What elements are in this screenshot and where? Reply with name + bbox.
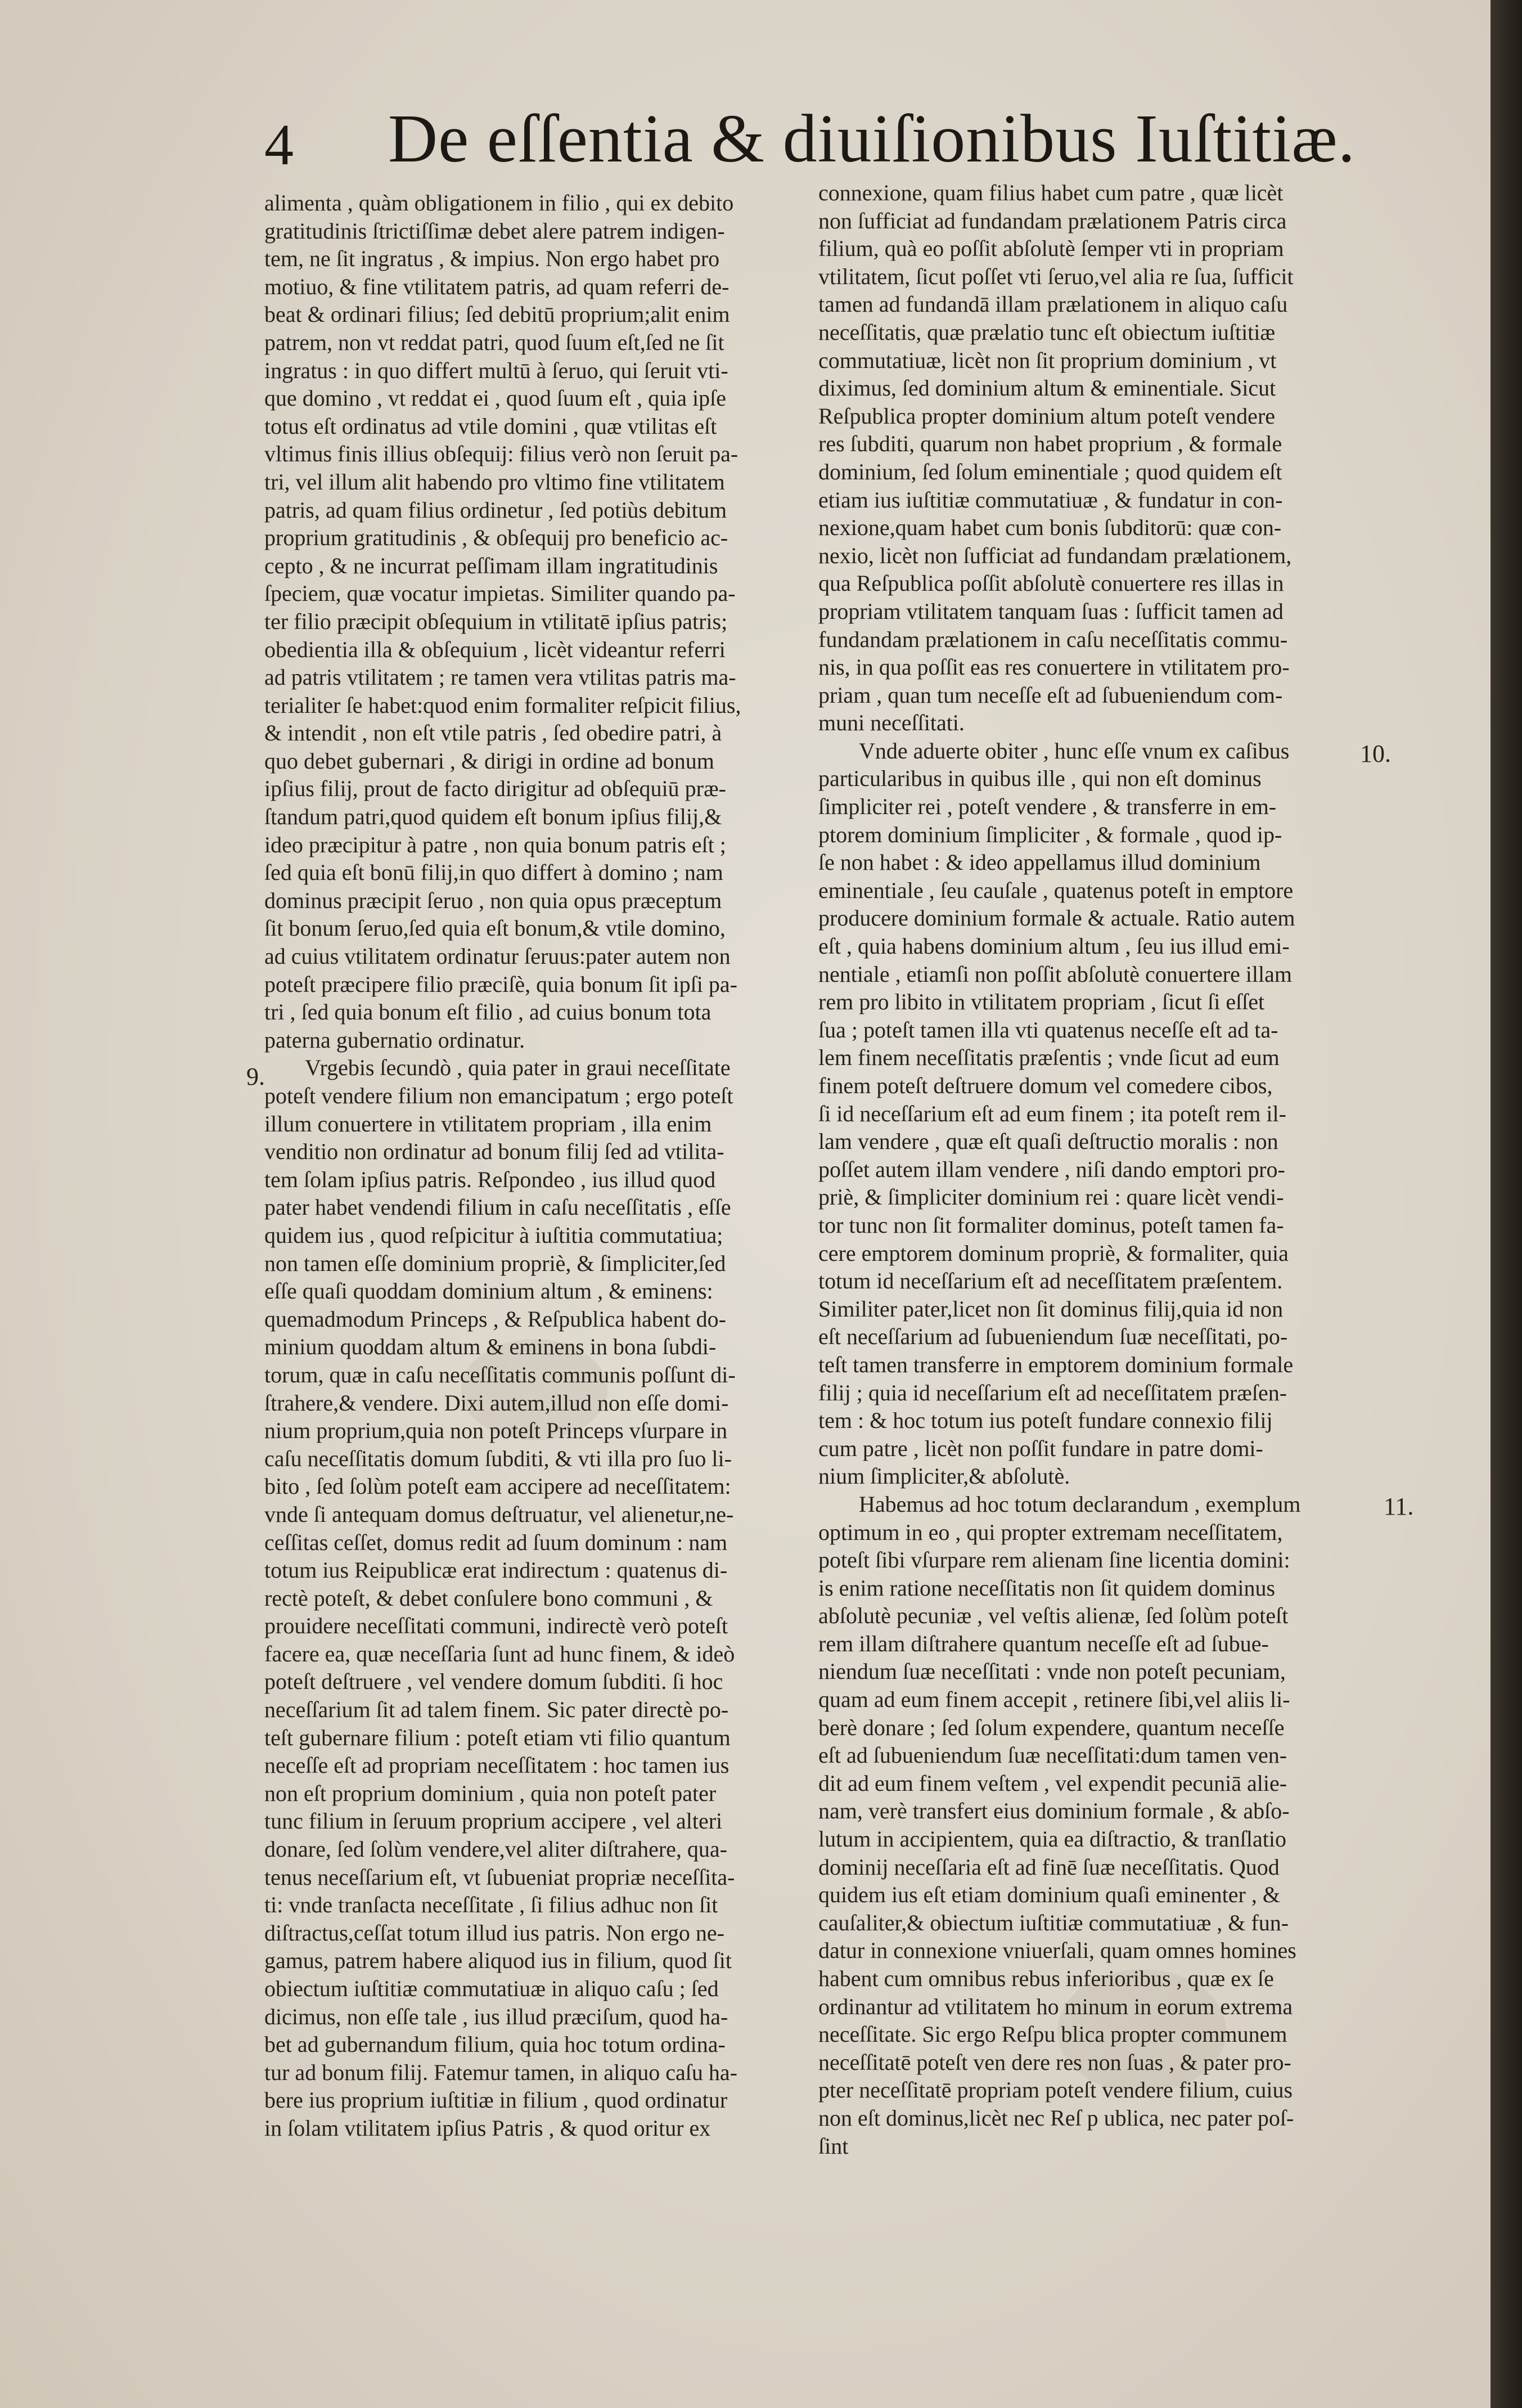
- text-line: ſtandum patri,quod quidem eſt bonum ipſius filij,&: [264, 804, 722, 830]
- text-line: quo debet gubernari , & dirigi in ordine ad bonum: [264, 748, 714, 774]
- text-line: bito , ſed ſolùm poteſt eam accipere ad neceſſitatem:: [264, 1473, 731, 1499]
- text-line: berè donare ; ſed ſolum expendere, quantum neceſſe: [818, 1714, 1285, 1740]
- text-line: niendum ſuæ neceſſitati : vnde non poteſt pecuniam,: [818, 1659, 1286, 1684]
- text-line: totum ius Reipublicæ erat indirectum : quatenus di-: [264, 1557, 728, 1583]
- text-line: finem poteſt deſtruere domum vel comedere cibos,: [818, 1073, 1273, 1098]
- text-line: ordinantur ad vtilitatem ho minum in eorum extrema: [818, 1993, 1293, 2019]
- text-line: ti: vnde tranſacta neceſſitate , ſi filius adhuc non ſit: [264, 1892, 718, 1918]
- text-line: muni neceſſitati.: [818, 710, 965, 736]
- text-line: tem ſolam ipſius patris. Reſpondeo , ius illud quod: [264, 1166, 716, 1192]
- text-line: lam vendere , quæ eſt quaſi deſtructio moralis : non: [818, 1129, 1278, 1154]
- text-line: tem, ne ſit ingratus , & impius. Non ergo habet pro: [264, 246, 720, 272]
- text-line: vtilitatem, ſicut poſſet vti ſeruo,vel alia re ſua, ſufficit: [818, 263, 1294, 289]
- text-line: facere ea, quæ neceſſaria ſunt ad hunc finem, & ideò: [264, 1641, 735, 1666]
- text-line: vltimus finis illius obſequij: filius verò non ſeruit pa-: [264, 441, 739, 467]
- text-line: pter neceſſitatē propriam poteſt vendere filium, cuius: [818, 2077, 1293, 2103]
- text-line: minium quoddam altum & eminens in bona ſubdi-: [264, 1334, 717, 1360]
- text-line: obedientia illa & obſequium , licèt videantur referri: [264, 636, 726, 662]
- text-line: proprium gratitudinis , & obſequij pro beneficio ac-: [264, 525, 728, 551]
- text-line: ceſſitas ceſſet, domus redit ad ſuum dominum : nam: [264, 1529, 728, 1555]
- text-line: rectè poteſt, & debet conſulere bono communi , &: [264, 1585, 713, 1611]
- text-line: is enim ratione neceſſitatis non ſit quidem dominus: [818, 1575, 1276, 1601]
- text-line: alimenta , quàm obligationem in filio , qui ex debito: [264, 190, 734, 215]
- text-line: datur in connexione vniuerſali, quam omnes homines: [818, 1938, 1296, 1964]
- text-line: etiam ius iuſtitiæ commutatiuæ , & fundatur in con-: [818, 487, 1283, 513]
- text-line: ſimpliciter rei , poteſt vendere , & transferre in em-: [818, 794, 1277, 820]
- text-line: pater habet vendendi filium in caſu neceſſitatis , eſſe: [264, 1194, 731, 1220]
- text-line: nis, in qua poſſit eas res conuertere in vtilitatem pro-: [818, 654, 1290, 680]
- text-line: & intendit , non eſt vtile patris , ſed obedire patri, à: [264, 720, 722, 746]
- text-line: nium proprium,quia non poteſt Princeps vſurpare in: [264, 1418, 728, 1444]
- text-line: patris, ad quam filius ordinetur , ſed potiùs debitum: [264, 497, 727, 523]
- text-line: que domino , vt reddat ei , quod ſuum eſt , quia ipſe: [264, 385, 726, 411]
- text-line: Vrgebis ſecundò , quia pater in graui neceſſitate: [305, 1055, 731, 1081]
- text-line: neceſſitatis, quæ prælatio tunc eſt obiectum iuſtitiæ: [818, 319, 1276, 345]
- text-line: dominium, ſed ſolum eminentiale ; quod quidem eſt: [818, 459, 1282, 484]
- text-line: poſſet autem illam vendere , niſi dando emptori pro-: [818, 1156, 1285, 1182]
- text-line: diximus, ſed dominium altum & eminentiale. Sicut: [818, 375, 1276, 401]
- text-line: nam, verè transfert eius dominium formale , & abſo-: [818, 1798, 1290, 1824]
- text-line: fundandam prælationem in caſu neceſſitatis commu-: [818, 626, 1288, 652]
- text-line: rem illam diſtrahere quantum neceſſe eſt ad ſubue-: [818, 1630, 1269, 1656]
- left-text-column: [264, 189, 811, 2142]
- text-line: eſt ad ſubueniendum ſuæ neceſſitati:dum tamen ven-: [818, 1742, 1287, 1768]
- text-line: totus eſt ordinatus ad vtile domini , quæ vtilitas eſt: [264, 413, 717, 439]
- text-line: teſt tamen transferre in emptorem dominium formale: [818, 1351, 1294, 1377]
- text-line: terialiter ſe habet:quod enim formaliter reſpicit filius,: [264, 692, 741, 718]
- text-line: ad patris vtilitatem ; re tamen vera vtilitas patris ma-: [264, 664, 736, 690]
- text-line: ingratus : in quo differt multū à ſeruo, qui ſeruit vti-: [264, 357, 728, 383]
- text-line: neceſſarium ſit ad talem finem. Sic pater directè po-: [264, 1697, 729, 1723]
- text-line: Similiter pater,licet non ſit dominus filij,quia id non: [818, 1296, 1284, 1322]
- text-line: lutum in accipientem, quia ea diſtractio, & tranſlatio: [818, 1826, 1286, 1852]
- text-line: eſſe quaſi quoddam dominium altum , & eminens:: [264, 1278, 713, 1304]
- text-line: tri, vel illum alit habendo pro vltimo fine vtilitatem: [264, 469, 725, 495]
- text-line: eminentiale , ſeu cauſale , quatenus poteſt in emptore: [818, 877, 1294, 903]
- text-line: priam , quan tum neceſſe eſt ad ſubueniendum com-: [818, 682, 1283, 708]
- text-line: totum id neceſſarium eſt ad neceſſitatem præſentem.: [818, 1268, 1283, 1294]
- text-line: vnde ſi antequam domus deſtruatur, vel alienetur,ne-: [264, 1501, 734, 1527]
- text-line: particularibus in quibus ille , qui non eſt dominus: [818, 766, 1262, 792]
- text-line: tri , ſed quia bonum eſt filio , ad cuius bonum tota: [264, 999, 712, 1025]
- text-line: producere dominium formale & actuale. Ratio autem: [818, 905, 1295, 931]
- text-line: dominus præcipit ſeruo , non quia opus præceptum: [264, 887, 722, 913]
- text-line: ſpeciem, quæ vocatur impietas. Similiter quando pa-: [264, 581, 736, 607]
- text-line: nium ſimpliciter,& abſolutè.: [818, 1463, 1070, 1489]
- text-line: bet ad gubernandum filium, quia hoc totum ordina-: [264, 2032, 726, 2057]
- text-line: rem pro libito in vtilitatem propriam , ſicut ſi eſſet: [818, 989, 1265, 1015]
- text-line: neceſſe eſt ad propriam neceſſitatem : hoc tamen ius: [264, 1753, 730, 1778]
- text-line: ideo præcipitur à patre , non quia bonum patris eſt ;: [264, 832, 726, 857]
- text-line: non ſufficiat ad fundandam prælationem Patris circa: [818, 208, 1287, 233]
- text-line: nexione,quam habet cum bonis ſubditorū: quæ con-: [818, 515, 1282, 541]
- text-line: ptorem dominium ſimpliciter , & formale , quod ip-: [818, 821, 1282, 847]
- text-line: gratitudinis ſtrictiſſimæ debet alere patrem indigen-: [264, 218, 725, 244]
- text-line: quidem ius , quod reſpicitur à iuſtitia commutatiua;: [264, 1222, 723, 1248]
- text-line: optimum in eo , qui propter extremam neceſſitatem,: [818, 1519, 1283, 1545]
- text-line: nexio, licèt non ſufficiat ad fundandam prælationem,: [818, 542, 1292, 568]
- text-line: patrem, non vt reddat patri, quod ſuum eſt,ſed ne ſit: [264, 329, 724, 355]
- right-text-column: [818, 179, 1379, 2160]
- text-line: abſolutè pecuniæ , vel veſtis alienæ, ſed ſolùm poteſt: [818, 1603, 1289, 1629]
- text-line: Reſpublica propter dominium altum poteſt vendere: [818, 403, 1276, 429]
- text-line: cere emptorem dominum propriè, & formaliter, quia: [818, 1240, 1289, 1266]
- text-line: tur ad bonum filij. Fatemur tamen, in aliquo caſu ha-: [264, 2059, 737, 2085]
- text-line: connexione, quam filius habet cum patre , quæ licèt: [818, 180, 1284, 205]
- text-line: poteſt vendere filium non emancipatum ; ergo poteſt: [264, 1083, 733, 1108]
- text-line: qua Reſpublica poſſit abſolutè conuertere res illas in: [818, 570, 1284, 596]
- text-line: bere ius proprium iuſtitiæ in filium , quod ordinatur: [264, 2087, 728, 2113]
- text-line: lem finem neceſſitatis præſentis ; vnde ſicut ad eum: [818, 1045, 1280, 1071]
- running-title: De eſſentia & diuiſionibus Iuſtitiæ.: [388, 101, 1356, 177]
- text-line: ad cuius vtilitatem ordinatur ſeruus:pater autem non: [264, 944, 731, 969]
- text-line: priè, & ſimpliciter dominium rei : quare licèt vendi-: [818, 1184, 1284, 1210]
- text-line: ſua ; poteſt tamen illa vti quatenus neceſſe eſt ad ta-: [818, 1017, 1278, 1043]
- text-line: tamen ad fundandā illam prælationem in aliquo caſu: [818, 291, 1288, 317]
- text-line: paterna gubernatio ordinatur.: [264, 1027, 525, 1053]
- text-line: obiectum iuſtitiæ commutatiuæ in aliquo caſu ; ſed: [264, 1976, 719, 2001]
- text-line: beat & ordinari filius; ſed debitū proprium;alit enim: [264, 302, 730, 327]
- text-line: ſed quia eſt bonū filij,in quo differt à domino ; nam: [264, 860, 723, 886]
- text-line: prouidere neceſſitati communi, indirectè verò poteſt: [264, 1613, 728, 1639]
- text-line: ter filio præcipit obſequium in vtilitatē ipſius patris;: [264, 608, 728, 634]
- text-line: ſint: [818, 2133, 849, 2159]
- text-line: gamus, patrem habere aliquod ius in filium, quod ſit: [264, 1948, 732, 1974]
- margin-paragraph-number: 9.: [246, 1063, 265, 1090]
- text-line: commutatiuæ, licèt non ſit proprium dominium , vt: [818, 347, 1277, 373]
- text-line: caſu neceſſitatis domum ſubditi, & vti illa pro ſuo li-: [264, 1445, 732, 1471]
- text-line: neceſſitate. Sic ergo Reſpu blica propter communem: [818, 2021, 1287, 2047]
- text-line: poteſt deſtruere , vel vendere domum ſubditi. ſi hoc: [264, 1669, 723, 1695]
- text-line: tor tunc non ſit formaliter dominus, poteſt tamen fa-: [818, 1212, 1284, 1238]
- text-line: ſi id neceſſarium eſt ad eum finem ; ita poteſt rem il-: [818, 1100, 1286, 1126]
- margin-paragraph-number: 11.: [1384, 1493, 1414, 1520]
- text-line: ſit bonum ſeruo,ſed quia eſt bonum,& vtile domino,: [264, 915, 726, 941]
- text-line: quemadmodum Princeps , & Reſpublica habent do-: [264, 1306, 726, 1332]
- margin-paragraph-number: 10.: [1360, 740, 1391, 767]
- text-line: non eſt proprium dominium , quia non poteſt pater: [264, 1780, 717, 1806]
- text-line: non tamen eſſe dominium propriè, & ſimpliciter,ſed: [264, 1250, 726, 1276]
- text-line: torum, quæ in caſu neceſſitatis communis poſſunt di-: [264, 1362, 736, 1387]
- text-line: propriam vtilitatem tanquam ſuas : ſufficit tamen ad: [818, 598, 1284, 624]
- text-line: quidem ius eſt etiam dominium quaſi eminenter , &: [818, 1882, 1280, 1908]
- text-line: teſt gubernare filium : poteſt etiam vti filio quantum: [264, 1724, 731, 1750]
- text-line: dit ad eum finem veſtem , vel expendit pecuniā alie-: [818, 1770, 1287, 1796]
- text-line: habent cum omnibus rebus inferioribus , quæ ex ſe: [818, 1966, 1274, 1991]
- text-line: poteſt præcipere filio præciſè, quia bonum ſit ipſi pa-: [264, 971, 737, 997]
- text-line: tenus neceſſarium eſt, vt ſubueniat propriæ neceſſita-: [264, 1864, 735, 1890]
- text-line: dominij neceſſaria eſt ad finē ſuæ neceſſitatis. Quod: [818, 1854, 1280, 1880]
- text-line: in ſolam vtilitatem ipſius Patris , & quod oritur ex: [264, 2115, 711, 2141]
- text-line: tem : & hoc totum ius poteſt fundare connexio filij: [818, 1408, 1273, 1434]
- text-line: non eſt dominus,licèt nec Reſ p ublica, nec pater poſ-: [818, 2105, 1294, 2131]
- text-line: nentiale , etiamſi non poſſit abſolutè conuertere illam: [818, 961, 1292, 987]
- text-line: eſt neceſſarium ad ſubueniendum ſuæ neceſſitati, po-: [818, 1324, 1288, 1350]
- text-line: Vnde aduerte obiter , hunc eſſe vnum ex caſibus: [859, 738, 1290, 763]
- text-line: cum patre , licèt non poſſit fundare in patre domi-: [818, 1435, 1263, 1461]
- text-line: quam ad eum finem accepit , retinere ſibi,vel aliis li-: [818, 1687, 1290, 1713]
- text-line: motiuo, & fine vtilitatem patris, ad quam referri de-: [264, 273, 730, 299]
- text-line: dicimus, non eſſe tale , ius illud præciſum, quod ha-: [264, 2003, 728, 2029]
- text-line: ſtrahere,& vendere. Dixi autem,illud non eſſe domi-: [264, 1390, 729, 1416]
- text-line: diſtractus,ceſſat totum illud ius patris. Non ergo ne-: [264, 1920, 724, 1946]
- text-line: cauſaliter,& obiectum iuſtitiæ commutatiuæ , & fun-: [818, 1910, 1289, 1935]
- text-line: neceſſitatē poteſt ven dere res non ſuas , & pater pro-: [818, 2049, 1291, 2075]
- text-line: filij ; quia id neceſſarium eſt ad neceſſitatem præſen-: [818, 1380, 1287, 1405]
- text-line: res ſubditi, quarum non habet proprium , & formale: [818, 431, 1282, 457]
- scan-border: [1491, 0, 1522, 2408]
- text-line: donare, ſed ſolùm vendere,vel aliter diſtrahere, qua-: [264, 1836, 727, 1862]
- page-number: 4: [264, 113, 294, 177]
- text-line: venditio non ordinatur ad bonum filij ſed ad vtilita-: [264, 1139, 724, 1165]
- text-line: eſt , quia habens dominium altum , ſeu ius illud emi-: [818, 933, 1290, 959]
- text-line: tunc filium in ſeruum proprium accipere , vel alteri: [264, 1808, 723, 1834]
- text-line: Habemus ad hoc totum declarandum , exemplum: [859, 1491, 1301, 1517]
- text-line: ipſius filij, prout de facto dirigitur ad obſequiū præ-: [264, 776, 726, 802]
- text-line: poteſt ſibi vſurpare rem alienam ſine licentia domini:: [818, 1547, 1290, 1573]
- text-line: cepto , & ne incurrat peſſimam illam ingratitudinis: [264, 552, 718, 578]
- text-line: ſe non habet : & ideo appellamus illud dominium: [818, 850, 1261, 875]
- text-line: filium, quà eo poſſit abſolutè ſemper vti in propriam: [818, 236, 1284, 262]
- text-line: illum conuertere in vtilitatem propriam , illa enim: [264, 1111, 712, 1136]
